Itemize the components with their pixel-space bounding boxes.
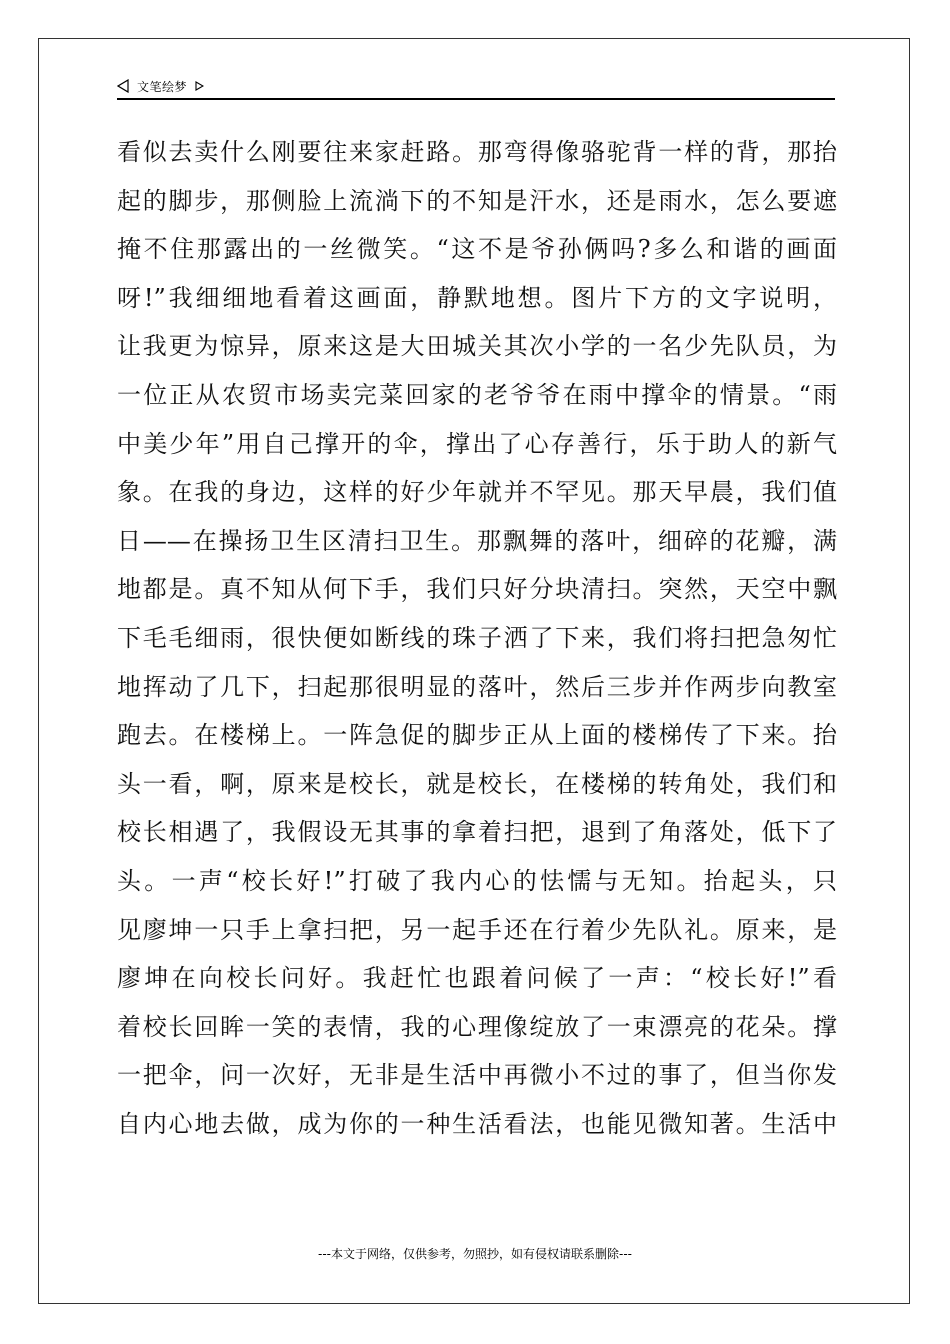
text-line: 校长相遇了，我假设无其事的拿着扫把，退到了角落处，低下了 [117, 818, 837, 847]
text-line: 中美少年”用自己撑开的伞，撑出了心存善行，乐于助人的新气 [117, 429, 837, 458]
page-footer: ---本文于网络，仅供参考，勿照抄，如有侵权请联系删除--- [318, 1247, 632, 1261]
text-line: 起的脚步，那侧脸上流淌下的不知是汗水，还是雨水，怎么要遮 [117, 186, 837, 215]
triangle-left-outline-icon [117, 79, 129, 93]
text-line: 着校长回眸一笑的表情，我的心理像绽放了一束漂亮的花朵。撑 [117, 1012, 837, 1041]
text-line: 日——在操扬卫生区清扫卫生。那飘舞的落叶，细碎的花瓣，满 [117, 526, 837, 555]
text-line: 地挥动了几下，扫起那很明显的落叶，然后三步并作两步向教室 [117, 672, 837, 701]
text-line: 见廖坤一只手上拿扫把，另一起手还在行着少先队礼。原来，是 [117, 915, 837, 944]
text-line: 头一看，啊，原来是校长，就是校长，在楼梯的转角处，我们和 [117, 769, 837, 798]
text-line: 呀!”我细细地看着这画面，静默地想。图片下方的文字说明， [117, 283, 837, 312]
text-line: 让我更为惊异，原来这是大田城关其次小学的一名少先队员，为 [117, 332, 837, 361]
text-line: 下毛毛细雨，很快便如断线的珠子洒了下来，我们将扫把急匆忙 [117, 623, 837, 652]
text-line: 廖坤在向校长问好。我赶忙也跟着问候了一声：“校长好!”看 [117, 964, 837, 993]
text-line: 头。一声“校长好!”打破了我内心的怯懦与无知。抬起头，只 [117, 866, 837, 895]
text-line: 一把伞，问一次好，无非是生活中再微小不过的事了，但当你发 [117, 1061, 837, 1090]
text-line: 自内心地去做，成为你的一种生活看法，也能见微知著。生活中 [117, 1109, 837, 1138]
page-header [117, 74, 835, 100]
triangle-right-outline-icon [195, 81, 204, 91]
article-body [117, 128, 837, 1148]
text-line: 象。在我的身边，这样的好少年就并不罕见。那天早晨，我们值 [117, 478, 837, 507]
header-title: 文笔绘梦 [137, 79, 188, 94]
text-line: 掩不住那露出的一丝微笑。“这不是爷孙俩吗?多么和谐的画面 [117, 235, 837, 264]
text-line: 看似去卖什么刚要往来家赶路。那弯得像骆驼背一样的背，那抬 [117, 138, 837, 166]
text-line: 跑去。在楼梯上。一阵急促的脚步正从上面的楼梯传了下来。抬 [117, 721, 837, 750]
text-line: 一位正从农贸市场卖完菜回家的老爷爷在雨中撑伞的情景。“雨 [117, 380, 837, 409]
text-line: 地都是。真不知从何下手，我们只好分块清扫。突然，天空中飘 [117, 575, 837, 604]
